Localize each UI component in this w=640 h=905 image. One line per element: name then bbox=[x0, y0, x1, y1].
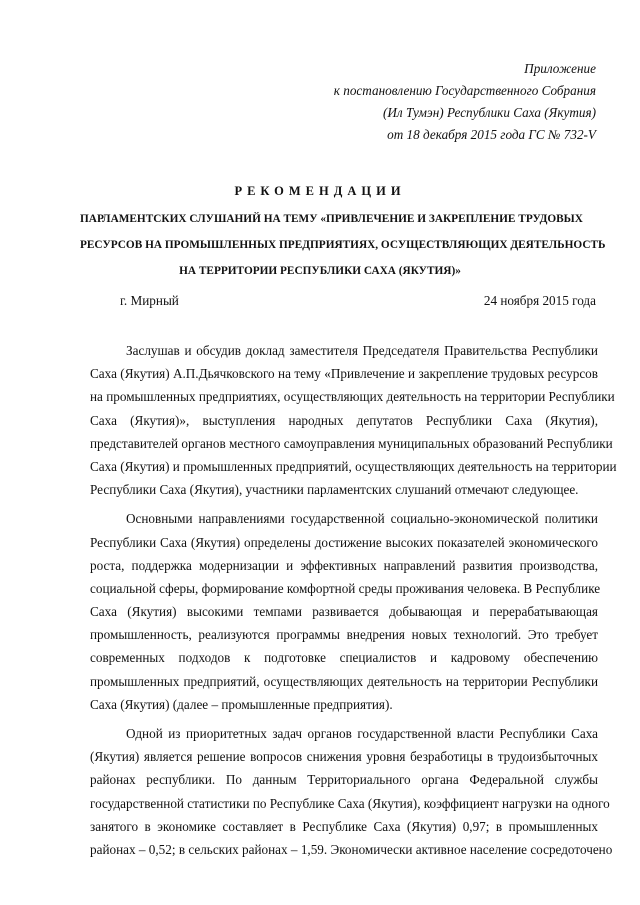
appendix-label: Приложение bbox=[524, 61, 596, 76]
subtitle-line: ПАРЛАМЕНТСКИХ СЛУШАНИЙ НА ТЕМУ «ПРИВЛЕЧЕНИЕ И ЗАКРЕПЛЕНИЕ ТРУДОВЫХ bbox=[80, 213, 583, 225]
paragraph-line: Республики Саха (Якутия), участники парламентских слушаний отмечают следующее. bbox=[90, 482, 579, 498]
paragraph-line: современных подходов к подготовке специалистов и кадровому обеспечению bbox=[90, 650, 598, 666]
paragraph-line: Саха (Якутия) и промышленных предприятий, осуществляющих деятельность на территории bbox=[90, 458, 617, 474]
paragraph-line: занятого в экономике составляет в Республике Саха (Якутия) 0,97; в промышленных bbox=[90, 818, 598, 834]
paragraph-line: социальной сферы, формирование комфортной среды проживания человека. В Республике bbox=[90, 580, 601, 596]
appendix-resolution-ref: к постановлению Государственного Собрания bbox=[333, 83, 596, 98]
paragraph-line: Саха (Якутия) А.П.Дьячковского на тему «Привлечение и закрепление трудовых ресурсов bbox=[90, 366, 598, 382]
paragraph-line: районах – 0,52; в сельских районах – 1,59. Экономически активное население сосредоточено bbox=[90, 841, 613, 857]
appendix-note bbox=[334, 58, 596, 146]
document-place: г. Мирный bbox=[120, 293, 179, 308]
paragraph-line: государственной статистики по Республике Саха (Якутия), коэффициент нагрузки на одного bbox=[90, 795, 610, 811]
paragraph-line: промышленных предприятий, осуществляющих деятельность на территории Республики bbox=[90, 673, 598, 689]
paragraph-line: Заслушав и обсудив доклад заместителя Председателя Правительства Республики bbox=[126, 343, 598, 358]
subtitle-line: РЕСУРСОВ НА ПРОМЫШЛЕННЫХ ПРЕДПРИЯТИЯХ, ОСУЩЕСТВЛЯЮЩИХ ДЕЯТЕЛЬНОСТЬ bbox=[80, 239, 606, 251]
paragraph-line: роста, поддержка модернизации и эффективных направлений развития производства, bbox=[90, 557, 598, 573]
document-subtitle bbox=[80, 206, 606, 284]
appendix-date-number: от 18 декабря 2015 года ГС № 732-V bbox=[387, 127, 596, 142]
paragraph-line: Саха (Якутия) высокими темпами развивается добывающая и перерабатывающая bbox=[90, 604, 598, 620]
paragraph-line: районах республики. По данным Территориального органа Федеральной службы bbox=[90, 772, 598, 788]
paragraph-line: на промышленных предприятиях, осуществляющих деятельность на территории Республики bbox=[90, 389, 615, 405]
paragraph-line: Одной из приоритетных задач органов государственной власти Республики Саха bbox=[126, 726, 598, 741]
paragraph-line: (Якутия) является решение вопросов снижения уровня безработицы в трудоизбыточных bbox=[90, 749, 598, 765]
paragraph-line: промышленность, реализуются программы внедрения новых технологий. Это требует bbox=[90, 627, 598, 643]
paragraph-line: Саха (Якутия)», выступления народных депутатов Республики Саха (Якутия), bbox=[90, 412, 598, 428]
appendix-assembly-name: (Ил Тумэн) Республики Саха (Якутия) bbox=[382, 105, 596, 120]
paragraph-line: Саха (Якутия) (далее – промышленные предприятия). bbox=[90, 696, 393, 712]
paragraph-line: Основными направлениями государственной социально-экономической политики bbox=[126, 511, 598, 527]
paragraph-line: представителей органов местного самоуправления муниципальных образований Республики bbox=[90, 435, 613, 451]
paragraph-line: Республики Саха (Якутия) определены достижение высоких показателей экономического bbox=[90, 534, 598, 550]
subtitle-line: НА ТЕРРИТОРИИ РЕСПУБЛИКИ САХА (ЯКУТИЯ)» bbox=[179, 265, 461, 277]
document-title: РЕКОМЕНДАЦИИ bbox=[234, 184, 406, 198]
document-date: 24 ноября 2015 года bbox=[483, 293, 596, 308]
document-body bbox=[90, 334, 617, 866]
